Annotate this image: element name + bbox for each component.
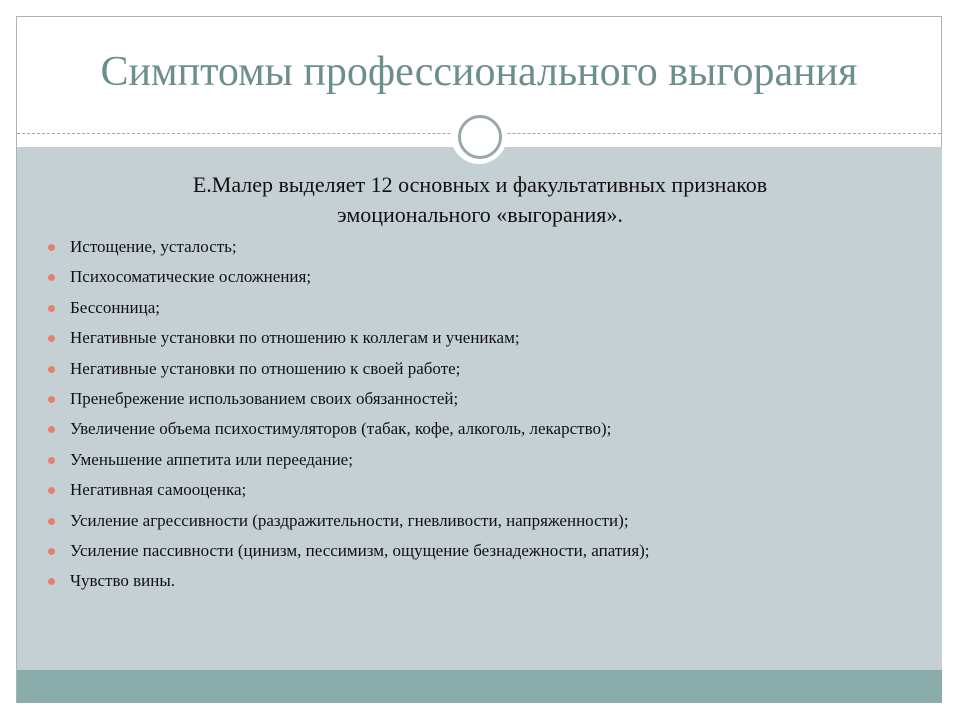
list-item bbox=[40, 508, 920, 538]
bullet-icon bbox=[48, 457, 55, 464]
list-item bbox=[40, 325, 920, 355]
list-item-text: Усиление агрессивности (раздражительности, гневливости, напряженности); bbox=[70, 510, 629, 530]
bullet-icon bbox=[48, 305, 55, 312]
list-item bbox=[40, 477, 920, 507]
bullet-icon bbox=[48, 426, 55, 433]
intro-line-2: эмоционального «выгорания». bbox=[337, 202, 623, 227]
list-item bbox=[40, 234, 920, 264]
list-item-text: Негативные установки по отношению к своей работе; bbox=[70, 358, 461, 378]
list-item bbox=[40, 416, 920, 446]
list-item-text: Увеличение объема психостимуляторов (табак, кофе, алкоголь, лекарство); bbox=[70, 419, 612, 439]
bullet-icon bbox=[48, 396, 55, 403]
bullet-icon bbox=[48, 487, 55, 494]
list-item bbox=[40, 386, 920, 416]
list-item-text: Уменьшение аппетита или переедание; bbox=[70, 449, 353, 469]
list-item bbox=[40, 538, 920, 568]
bullet-icon bbox=[48, 366, 55, 373]
list-item-text: Усиление пассивности (цинизм, пессимизм, ощущение безнадежности, апатия); bbox=[70, 540, 650, 560]
list-item-text: Негативные установки по отношению к коллегам и ученикам; bbox=[70, 328, 520, 348]
list-item bbox=[40, 295, 920, 325]
list-item bbox=[40, 356, 920, 386]
footer-bar bbox=[17, 670, 942, 703]
list-item bbox=[40, 568, 920, 598]
slide-title: Симптомы профессионального выгорания bbox=[100, 49, 858, 95]
bullet-icon bbox=[48, 578, 55, 585]
bullet-icon bbox=[48, 244, 55, 251]
list-item-text: Психосоматические осложнения; bbox=[70, 267, 312, 287]
list-item-text: Бессонница; bbox=[70, 297, 160, 317]
bullet-icon bbox=[48, 274, 55, 281]
intro-text bbox=[60, 170, 900, 230]
bullet-icon bbox=[48, 335, 55, 342]
list-item bbox=[40, 264, 920, 294]
list-item-text: Истощение, усталость; bbox=[70, 237, 237, 256]
list-item bbox=[40, 447, 920, 477]
bullet-icon bbox=[48, 548, 55, 555]
bullet-icon bbox=[48, 518, 55, 525]
list-item-text: Пренебрежение использованием своих обязанностей; bbox=[70, 388, 459, 408]
intro-line-1: Е.Малер выделяет 12 основных и факультативных признаков bbox=[192, 172, 768, 197]
list-item-text: Чувство вины. bbox=[70, 571, 176, 591]
list-item-text: Негативная самооценка; bbox=[70, 480, 247, 500]
symptom-list bbox=[40, 234, 920, 599]
decorative-ring-icon bbox=[458, 115, 502, 159]
